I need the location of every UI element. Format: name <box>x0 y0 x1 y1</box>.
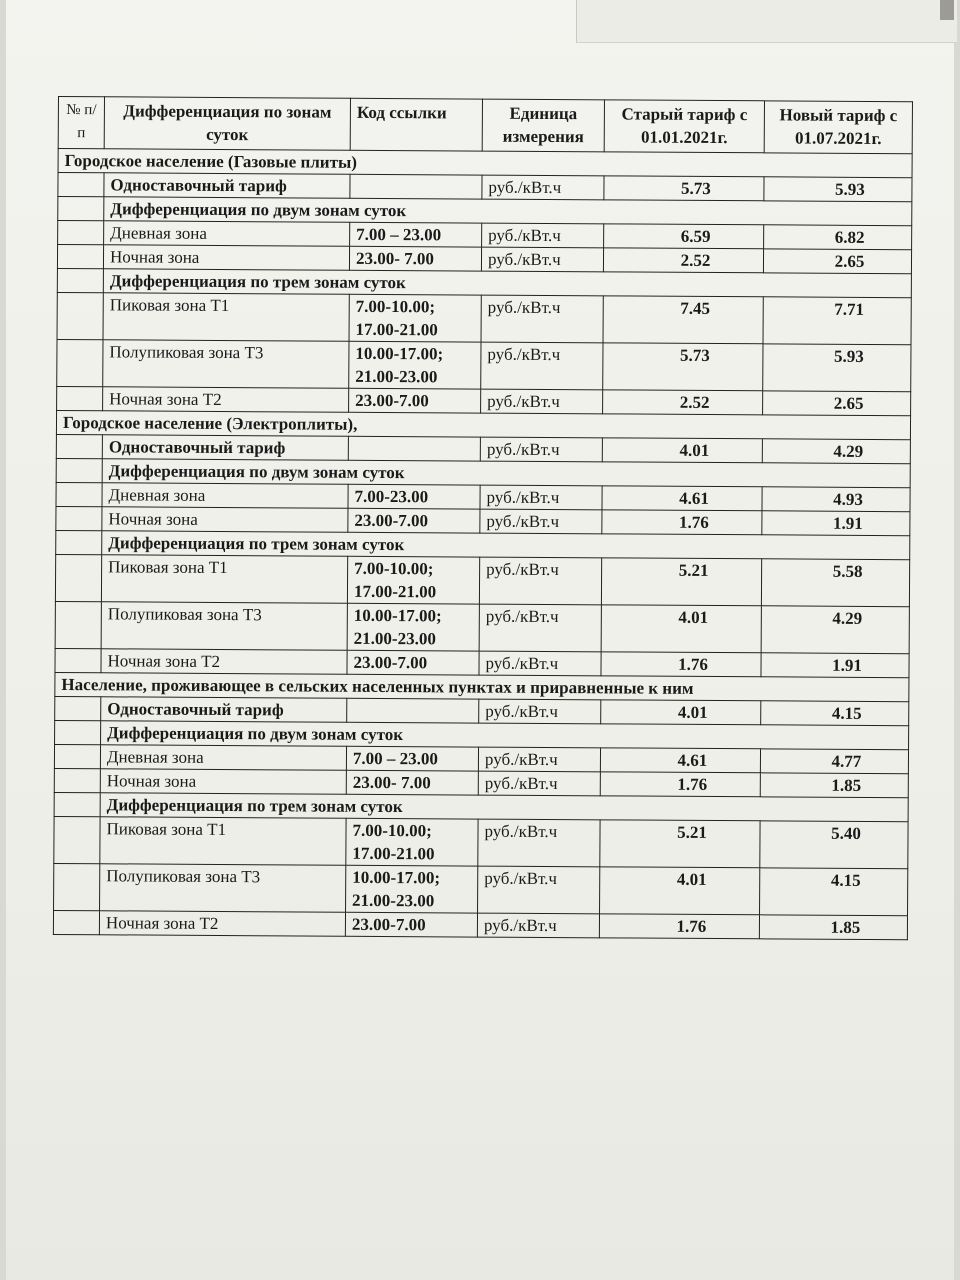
num-cell <box>56 482 102 506</box>
unit-cell: руб./кВт.ч <box>478 771 600 796</box>
time-range: 23.00-7.00 <box>354 510 429 531</box>
subheading-label: Дифференциация по двум зонам суток <box>102 459 910 488</box>
unit-cell: руб./кВт.ч <box>479 699 601 724</box>
subheading-label: Дифференциация по двум зонам суток <box>101 721 909 750</box>
code-cell <box>347 650 479 675</box>
time-range-second: 21.00-23.00 <box>353 628 436 649</box>
num-cell <box>55 601 101 648</box>
code-cell <box>347 698 479 723</box>
new-tariff-value: 5.93 <box>763 344 911 392</box>
num-cell <box>54 744 100 768</box>
time-range: 23.00-7.00 <box>351 914 426 935</box>
num-cell <box>58 173 104 197</box>
old-tariff-value: 2.52 <box>603 390 763 415</box>
table-body <box>53 149 912 940</box>
code-cell <box>347 556 479 604</box>
time-range-second: 17.00-21.00 <box>353 581 437 602</box>
new-tariff-value: 1.85 <box>759 915 907 940</box>
old-tariff-value: 7.45 <box>603 296 763 344</box>
time-range: 7.00-10.00; <box>355 296 436 317</box>
unit-cell: руб./кВт.ч <box>481 389 603 414</box>
table-row <box>54 863 908 915</box>
time-range-second: 21.00-23.00 <box>355 366 438 387</box>
new-tariff-value: 1.85 <box>760 773 908 798</box>
num-cell <box>56 530 102 554</box>
subheading-label: Дифференциация по трем зонам суток <box>102 531 910 560</box>
num-cell <box>55 648 101 672</box>
new-tariff-value: 2.65 <box>763 249 911 274</box>
time-range: 23.00- 7.00 <box>355 248 434 269</box>
old-tariff-value: 1.76 <box>602 510 762 535</box>
num-cell <box>57 386 103 410</box>
zone-name: Полупиковая зона Т3 <box>101 602 347 651</box>
new-tariff-value: 7.71 <box>763 297 911 345</box>
new-tariff-value: 5.93 <box>764 177 912 202</box>
zone-name: Дневная зона <box>100 745 346 771</box>
old-tariff-value: 4.01 <box>602 438 762 463</box>
section-title: Городское население (Электроплиты), <box>56 410 910 439</box>
time-range <box>355 437 474 438</box>
time-range: 23.00-7.00 <box>353 652 428 673</box>
code-cell <box>349 388 481 413</box>
new-tariff-value: 4.77 <box>760 749 908 774</box>
old-tariff-value: 5.21 <box>601 558 761 606</box>
code-cell <box>349 294 481 342</box>
old-tariff-value: 4.01 <box>601 605 761 653</box>
new-tariff-value: 4.15 <box>761 701 909 726</box>
new-tariff-value: 1.91 <box>761 653 909 678</box>
num-cell <box>55 720 101 744</box>
header-code: Код ссылки <box>350 98 482 151</box>
code-cell <box>349 246 481 271</box>
num-cell <box>56 458 102 482</box>
num-cell <box>54 768 100 792</box>
new-tariff-value: 4.29 <box>762 439 910 464</box>
section-title: Городское население (Газовые плиты) <box>58 149 912 178</box>
time-range: 23.00-7.00 <box>355 390 429 411</box>
old-tariff-value: 1.76 <box>601 652 761 677</box>
table-row <box>55 601 909 653</box>
header-unit: Единица измерения <box>482 99 604 152</box>
old-tariff-value: 1.76 <box>599 914 759 939</box>
zone-name: Одноставочный тариф <box>101 697 347 723</box>
header-old-tariff: Старый тариф с 01.01.2021г. <box>604 100 764 153</box>
zone-name: Ночная зона Т2 <box>103 387 349 413</box>
header-zone: Дифференциация по зонам суток <box>104 97 350 151</box>
zone-name: Полупиковая зона Т3 <box>103 340 349 389</box>
code-cell <box>346 746 478 771</box>
old-tariff-value: 5.73 <box>604 176 764 201</box>
code-cell <box>345 912 477 937</box>
zone-name: Ночная зона <box>100 769 346 795</box>
zone-name: Одноставочный тариф <box>104 173 350 199</box>
new-tariff-value: 5.40 <box>760 821 908 869</box>
header-new-tariff: Новый тариф с 01.07.2021г. <box>764 101 912 154</box>
subheading-label: Дифференциация по двум зонам суток <box>104 197 912 226</box>
table-row <box>54 816 908 868</box>
unit-cell: руб./кВт.ч <box>482 175 604 200</box>
table-row <box>57 339 911 391</box>
table-row <box>55 554 909 606</box>
code-cell <box>348 508 480 533</box>
code-cell <box>350 222 482 247</box>
time-range: 7.00-10.00; <box>354 558 434 579</box>
time-range: 7.00 – 23.00 <box>352 748 439 769</box>
time-range <box>353 699 472 700</box>
code-cell <box>346 818 478 866</box>
unit-cell: руб./кВт.ч <box>479 604 601 652</box>
time-range: 23.00- 7.00 <box>352 772 431 793</box>
zone-name: Пиковая зона Т1 <box>100 817 346 866</box>
time-range: 10.00-17.00; <box>355 343 444 364</box>
unit-cell: руб./кВт.ч <box>478 819 600 867</box>
num-cell <box>53 910 99 934</box>
old-tariff-value: 4.61 <box>602 486 762 511</box>
num-cell <box>57 339 103 386</box>
time-range-second: 21.00-23.00 <box>352 890 435 911</box>
unit-cell: руб./кВт.ч <box>478 866 600 914</box>
header-row <box>58 97 912 154</box>
time-range: 7.00 – 23.00 <box>356 224 442 245</box>
time-range-second: 17.00-21.00 <box>352 843 435 864</box>
zone-name: Дневная зона <box>104 221 350 247</box>
num-cell <box>58 197 104 221</box>
subheading-label: Дифференциация по трем зонам суток <box>103 269 911 298</box>
unit-cell: руб./кВт.ч <box>481 295 603 343</box>
num-cell <box>54 816 100 863</box>
new-tariff-value: 4.93 <box>762 487 910 512</box>
new-tariff-value: 2.65 <box>763 391 911 416</box>
old-tariff-value: 4.61 <box>600 748 760 773</box>
num-cell <box>57 268 103 292</box>
unit-cell: руб./кВт.ч <box>478 747 600 772</box>
table-row <box>57 292 911 344</box>
new-tariff-value: 4.29 <box>761 606 909 654</box>
unit-cell: руб./кВт.ч <box>481 342 603 390</box>
code-cell <box>348 436 480 461</box>
num-cell <box>57 292 103 339</box>
subheading-label: Дифференциация по трем зонам суток <box>100 793 908 822</box>
zone-name: Пиковая зона Т1 <box>103 293 349 342</box>
unit-cell: руб./кВт.ч <box>481 247 603 272</box>
zone-name: Пиковая зона Т1 <box>101 555 347 604</box>
unit-cell: руб./кВт.ч <box>482 223 604 248</box>
code-cell <box>347 603 479 651</box>
zone-name: Ночная зона Т2 <box>99 911 345 937</box>
new-tariff-value: 1.91 <box>762 511 910 536</box>
num-cell <box>54 863 100 910</box>
num-cell <box>56 434 102 458</box>
time-range: 10.00-17.00; <box>352 867 441 888</box>
code-cell <box>348 484 480 509</box>
unit-cell: руб./кВт.ч <box>479 651 601 676</box>
new-tariff-value: 4.15 <box>760 868 908 916</box>
table-row <box>53 910 907 939</box>
unit-cell: руб./кВт.ч <box>477 913 599 938</box>
zone-name: Дневная зона <box>102 483 348 509</box>
zone-name: Ночная зона <box>103 245 349 271</box>
paper-fold <box>576 0 957 43</box>
time-range: 7.00-10.00; <box>352 820 432 841</box>
unit-cell: руб./кВт.ч <box>480 485 602 510</box>
tariff-table <box>53 96 913 940</box>
time-range <box>357 175 476 176</box>
zone-name: Ночная зона Т2 <box>101 649 347 675</box>
num-cell <box>54 792 100 816</box>
zone-name: Ночная зона <box>102 507 348 533</box>
time-range-second: 17.00-21.00 <box>355 319 438 340</box>
num-cell <box>57 245 103 269</box>
unit-cell: руб./кВт.ч <box>480 509 602 534</box>
old-tariff-value: 6.59 <box>604 224 764 249</box>
tariff-table-wrapper <box>53 96 913 940</box>
old-tariff-value: 5.73 <box>603 343 763 391</box>
zone-name: Одноставочный тариф <box>102 435 348 461</box>
paper-sheet <box>6 0 954 1280</box>
code-cell <box>349 341 481 389</box>
time-range: 10.00-17.00; <box>353 605 442 626</box>
old-tariff-value: 2.52 <box>603 248 763 273</box>
code-cell <box>346 865 478 913</box>
code-cell <box>350 174 482 199</box>
header-num: № п/п <box>58 97 104 149</box>
old-tariff-value: 4.01 <box>601 700 761 725</box>
code-cell <box>346 770 478 795</box>
old-tariff-value: 4.01 <box>600 867 760 915</box>
background-corner <box>940 0 954 20</box>
num-cell <box>55 696 101 720</box>
old-tariff-value: 1.76 <box>600 772 760 797</box>
new-tariff-value: 6.82 <box>764 225 912 250</box>
time-range: 7.00-23.00 <box>354 486 429 507</box>
new-tariff-value: 5.58 <box>761 559 909 607</box>
unit-cell: руб./кВт.ч <box>480 437 602 462</box>
num-cell <box>58 221 104 245</box>
old-tariff-value: 5.21 <box>600 820 760 868</box>
unit-cell: руб./кВт.ч <box>479 557 601 605</box>
zone-name: Полупиковая зона Т3 <box>100 864 346 913</box>
num-cell <box>55 554 101 601</box>
section-title: Население, проживающее в сельских населенных пунктах и приравненные к ним <box>55 672 909 701</box>
num-cell <box>56 506 102 530</box>
